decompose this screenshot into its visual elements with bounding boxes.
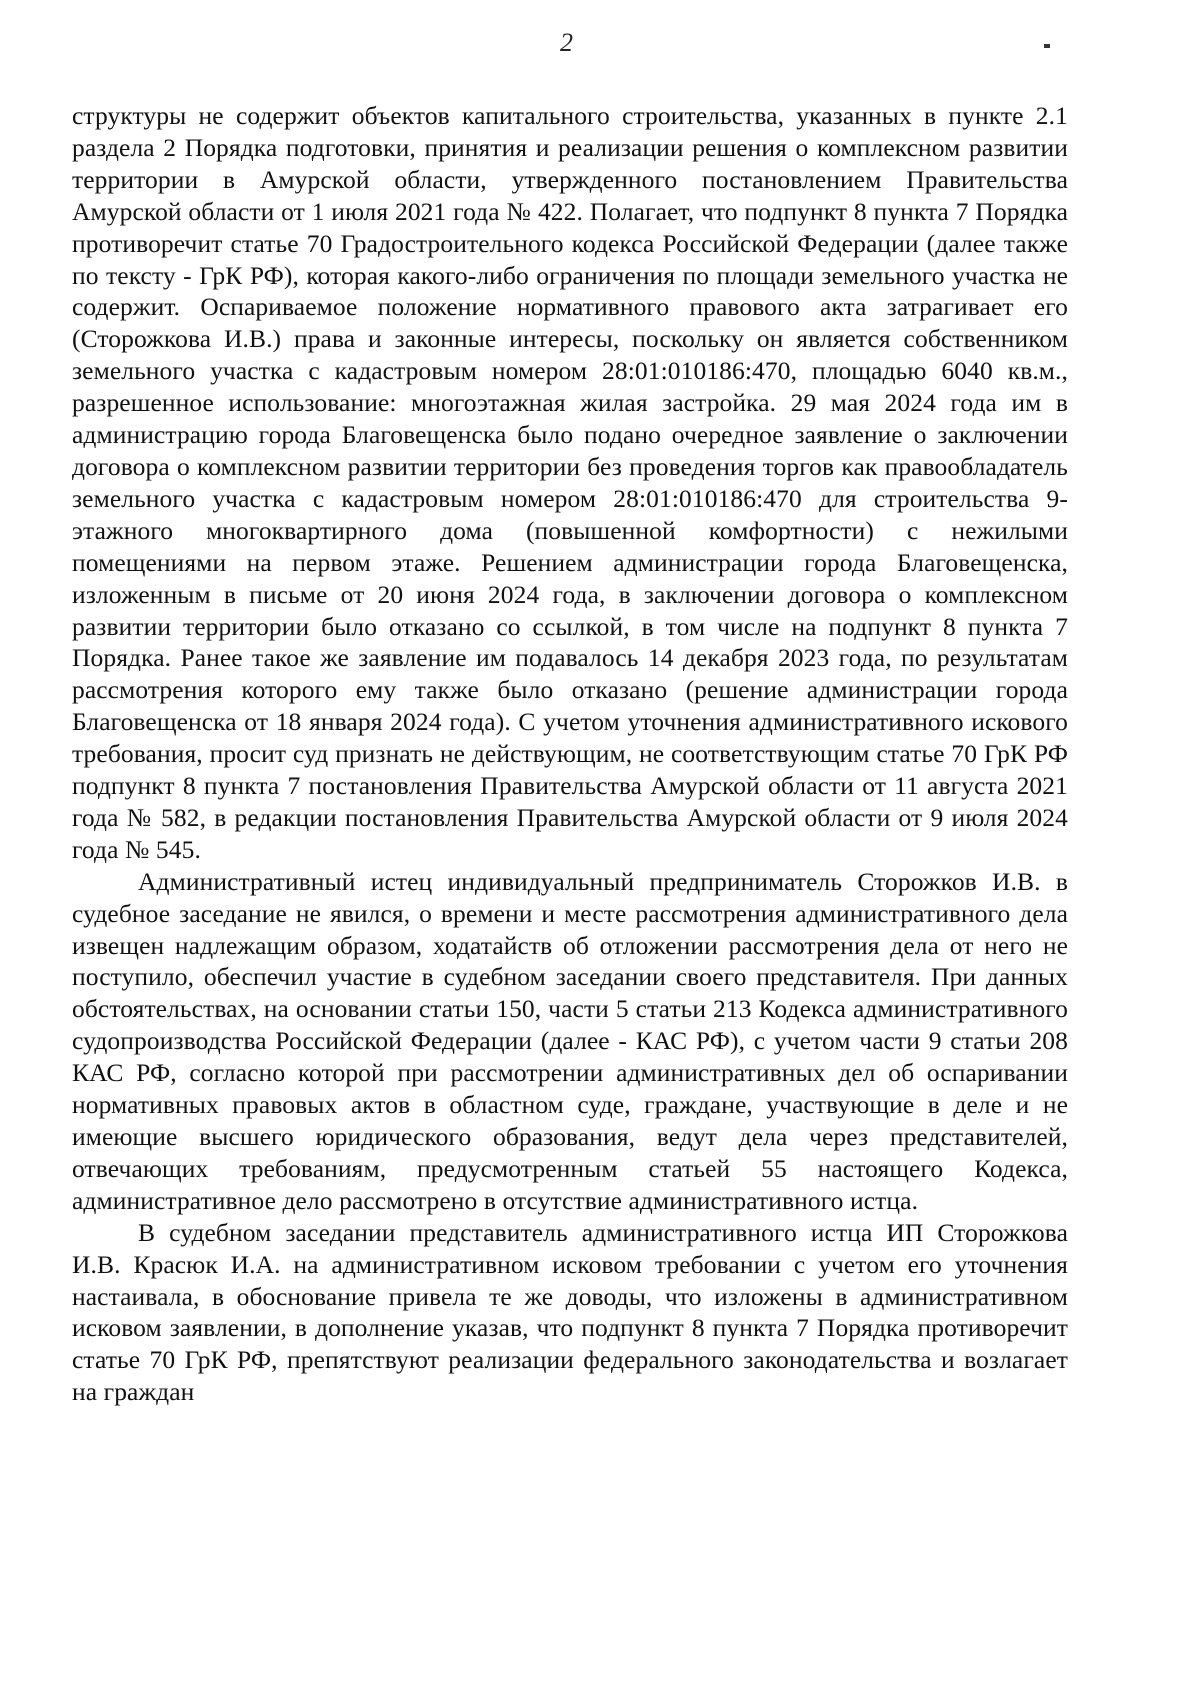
paragraph-plaintiff-absence: Административный истец индивидуальный предприниматель Сторожков И.В. в судебное заседание не явился, о времени и месте рассмотрения административного дела извещен надлежащим образом, ходатайств об отложении рассмотрения дела от него не поступило, обеспечил участие в судебном заседании своего представителя. При данных обстоятельствах, на основании статьи 150, части 5 статьи 213 Кодекса административного судопроизводства Российской Федерации (далее - КАС РФ), с учетом части 9 статьи 208 КАС РФ, согласно которой при рассмотрении административных дел об оспаривании нормативных правовых актов в областном суде, граждане, участвующие в деле и не имеющие высшего юридического образования, ведут дела через представителей, отвечающих требованиям, предусмотренным статьей 55 настоящего Кодекса, административное дело рассмотрено в отсутствие административного истца. — [72, 866, 1068, 1215]
paragraph-representative: В судебном заседании представитель административного истца ИП Сторожкова И.В. Красюк И.А. на административном исковом требовании с учетом его уточнения настаивала, в обоснование привела те же доводы, что изложены в административном исковом заявлении, в дополнение указав, что подпункт 8 пункта 7 Порядка противоречит статье 70 ГрК РФ, препятствуют реализации федерального законодательства и возлагает на граждан — [72, 1217, 1068, 1407]
paragraph-continued: структуры не содержит объектов капитального строительства, указанных в пункте 2.1 раздела 2 Порядка подготовки, принятия и реализации решения о комплексном развитии территории в Амурской области, утвержденного постановлением Правительства Амурской области от 1 июля 2021 года № 422. Полагает, что подпункт 8 пункта 7 Порядка противоречит статье 70 Градостроительного кодекса Российской Федерации (далее также по тексту - ГрК РФ), которая какого-либо ограничения по площади земельного участка не содержит. Оспариваемое положение нормативного правового акта затрагивает его (Сторожкова И.В.) права и законные интересы, поскольку он является собственником земельного участка с кадастровым номером 28:01:010186:470, площадью 6040 кв.м., разрешенное использование: многоэтажная жилая застройка. 29 мая 2024 года им в администрацию города Благовещенска было подано очередное заявление о заключении договора о комплексном развитии территории без проведения торгов как правообладатель земельного участка с кадастровым номером 28:01:010186:470 для строительства 9-этажного многоквартирного дома (повышенной комфортности) с нежилыми помещениями на первом этаже. Решением администрации города Благовещенска, изложенным в письме от 20 июня 2024 года, в заключении договора о комплексном развитии территории было отказано со ссылкой, в том числе на подпункт 8 пункта 7 Порядка. Ранее такое же заявление им подавалось 14 декабря 2023 года, по результатам рассмотрения которого ему также было отказано (решение администрации города Благовещенска от 18 января 2024 года). С учетом уточнения административного искового требования, просит суд признать не действующим, не соответствующим статье 70 ГрК РФ подпункт 8 пункта 7 постановления Правительства Амурской области от 11 августа 2021 года № 582, в редакции постановления Правительства Амурской области от 9 июля 2024 года № 545. — [72, 101, 1068, 864]
scan-mark — [1044, 44, 1050, 48]
document-body — [72, 100, 1068, 1408]
page-number: 2 — [560, 28, 573, 57]
